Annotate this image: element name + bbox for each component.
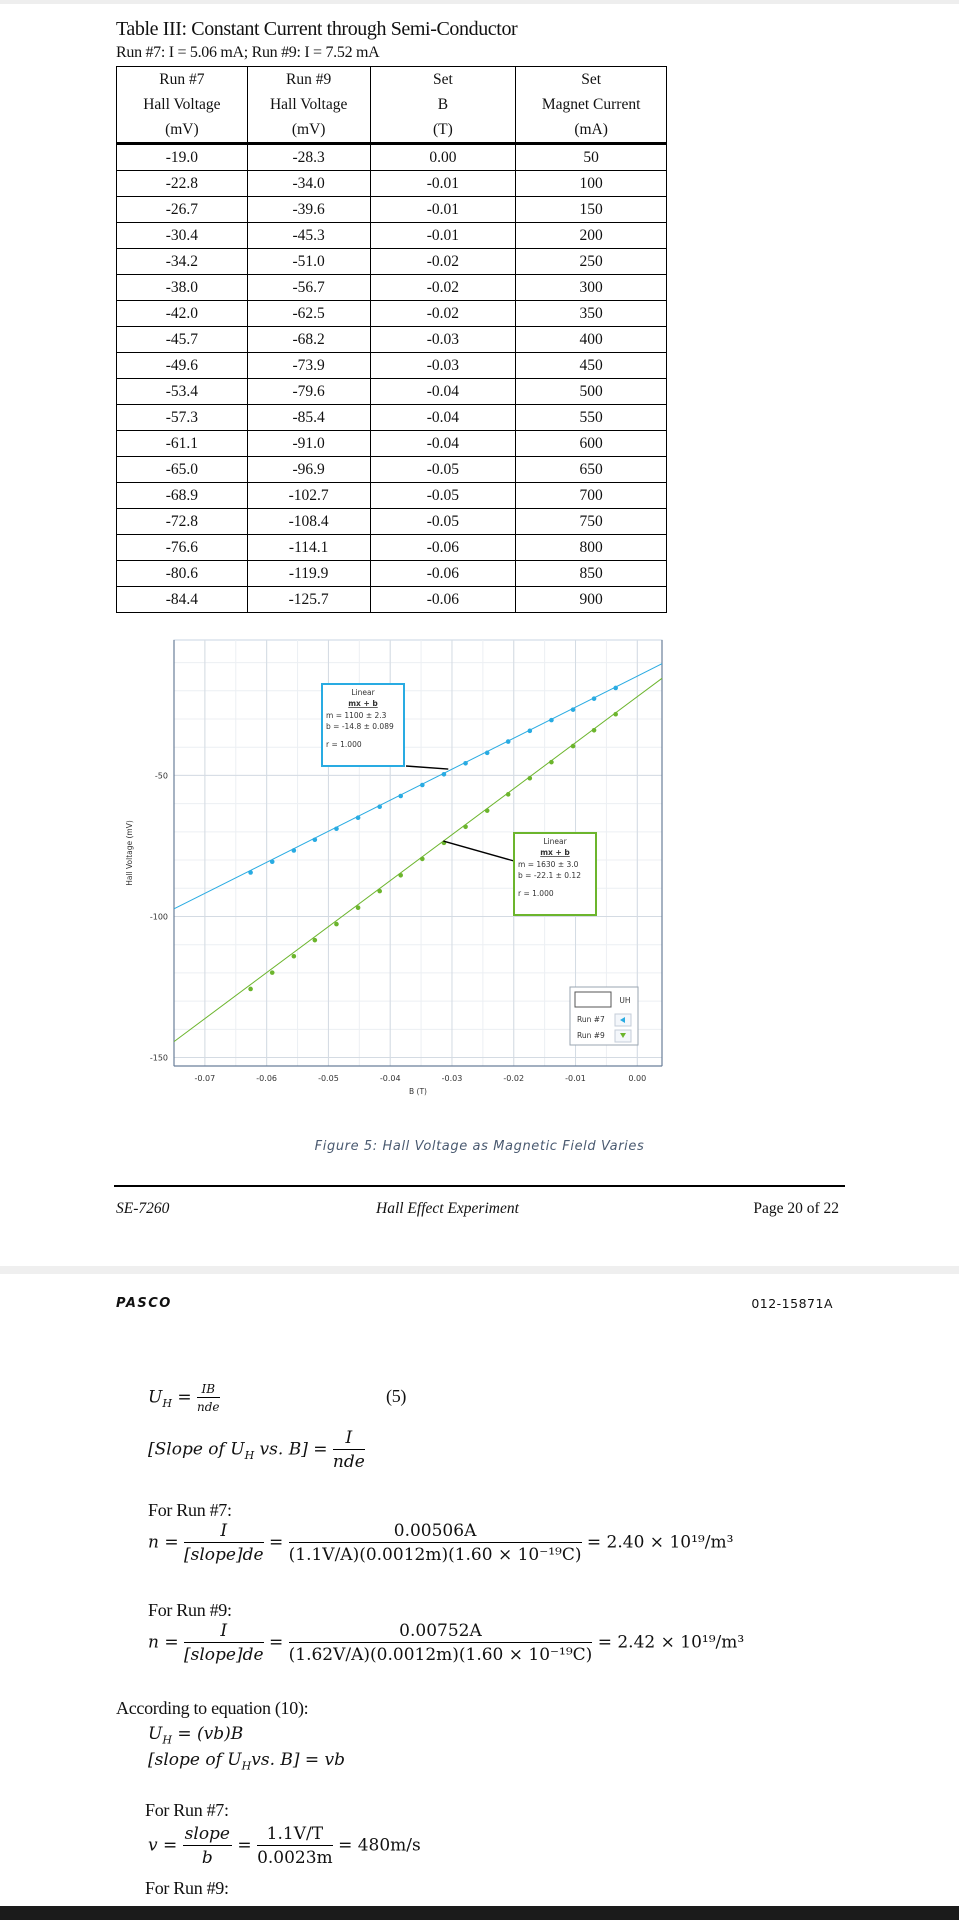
table-cell: 0.00 (370, 144, 516, 171)
fit-slope: m = 1630 ± 3.0 (518, 860, 579, 869)
data-point (334, 922, 339, 927)
table-cell: 100 (516, 171, 667, 197)
data-point (356, 905, 361, 910)
header-cell: Set (370, 67, 516, 93)
table-cell: -0.05 (370, 483, 516, 509)
table-cell: 850 (516, 561, 667, 587)
table-cell: 450 (516, 353, 667, 379)
table-cell: -34.2 (117, 249, 248, 275)
table-cell: 350 (516, 301, 667, 327)
table-cell: -0.06 (370, 535, 516, 561)
table-cell: -28.3 (247, 144, 370, 171)
viewer-bottom-bar (0, 1906, 959, 1920)
fit-label: Linear (543, 837, 567, 846)
data-point (592, 696, 597, 701)
data-point (485, 808, 490, 813)
table-cell: -38.0 (117, 275, 248, 301)
data-point (377, 889, 382, 894)
v-numerator: 1.1V/T (257, 1824, 333, 1846)
v-result: = 480m/s (338, 1835, 421, 1856)
data-point (377, 804, 382, 809)
header-cell: (mV) (117, 117, 248, 144)
table-row (117, 457, 667, 483)
table-row (117, 301, 667, 327)
table-cell: -0.03 (370, 327, 516, 353)
header-cell: Hall Voltage (247, 92, 370, 117)
table-cell: -102.7 (247, 483, 370, 509)
table-cell: -53.4 (117, 379, 248, 405)
table-cell: -96.9 (247, 457, 370, 483)
data-point (420, 783, 425, 788)
table-cell: -76.6 (117, 535, 248, 561)
y-axis-title: Hall Voltage (mV) (125, 820, 134, 886)
data-point (248, 870, 253, 875)
data-point (613, 712, 618, 717)
header-cell: Hall Voltage (117, 92, 248, 117)
pasco-header: PASCO (116, 1296, 172, 1311)
table-cell: -0.04 (370, 379, 516, 405)
data-point (313, 938, 318, 943)
data-point (420, 857, 425, 862)
table-cell: -91.0 (247, 431, 370, 457)
equation-uh-ib-nde: $U_H$ = $\frac{IB}{\text{nde}}$ (148, 1382, 220, 1414)
table-cell: -84.4 (117, 587, 248, 613)
table-cell: -56.7 (247, 275, 370, 301)
table-cell: 50 (516, 144, 667, 171)
table-cell: 550 (516, 405, 667, 431)
table-cell: -0.05 (370, 509, 516, 535)
table-cell: -73.9 (247, 353, 370, 379)
table-cell: 200 (516, 223, 667, 249)
table-cell: 400 (516, 327, 667, 353)
table-cell: -39.6 (247, 197, 370, 223)
table-row (117, 353, 667, 379)
data-point (485, 751, 490, 756)
table-cell: -49.6 (117, 353, 248, 379)
for-run7-label: For Run #7: (148, 1500, 232, 1520)
data-table (116, 66, 667, 613)
table-cell: 700 (516, 483, 667, 509)
table-row (117, 197, 667, 223)
table-cell: -0.04 (370, 405, 516, 431)
fit-intercept: b = -22.1 ± 0.12 (518, 871, 581, 880)
run7-current: 0.00506A (289, 1521, 582, 1543)
table-cell: -22.8 (117, 171, 248, 197)
table-row (117, 509, 667, 535)
table-cell: -30.4 (117, 223, 248, 249)
equation-v-run7: v = $\frac{\text{slope}}{b}$ = $\frac{1.1V/T}{0.0023m}$ = 480m/s (148, 1824, 421, 1868)
x-tick-label: -0.02 (503, 1074, 525, 1083)
fit-slope: m = 1100 ± 2.3 (326, 711, 387, 720)
legend-header: UH (619, 996, 631, 1005)
table-cell: -0.06 (370, 587, 516, 613)
table-row (117, 561, 667, 587)
data-point (270, 859, 275, 864)
table-row (117, 327, 667, 353)
table-cell: -51.0 (247, 249, 370, 275)
table-row (117, 171, 667, 197)
x-tick-label: 0.00 (628, 1074, 647, 1083)
for-run9-label-2: For Run #9: (145, 1878, 229, 1898)
run7-denominator: (1.1V/A)(0.0012m)(1.60 × 10⁻¹⁹C) (288, 1545, 582, 1565)
header-cell: Set (516, 67, 667, 93)
table-cell: -79.6 (247, 379, 370, 405)
table-cell: -62.5 (247, 301, 370, 327)
table-cell: -45.3 (247, 223, 370, 249)
for-run7-label-2: For Run #7: (145, 1800, 229, 1820)
x-tick-label: -0.05 (318, 1074, 339, 1083)
equation-uh-vb: $U_H = (vb)B$ (148, 1724, 244, 1747)
header-cell: Magnet Current (516, 92, 667, 117)
table-cell: 300 (516, 275, 667, 301)
table-cell: -72.8 (117, 509, 248, 535)
data-point (398, 873, 403, 878)
table-cell: -0.01 (370, 197, 516, 223)
table-cell: 750 (516, 509, 667, 535)
table-cell: -68.9 (117, 483, 248, 509)
data-point (442, 772, 447, 777)
run9-denominator: (1.62V/A)(0.0012m)(1.60 × 10⁻¹⁹C) (288, 1645, 593, 1665)
footer-title: Hall Effect Experiment (376, 1200, 519, 1217)
table-cell: -125.7 (247, 587, 370, 613)
data-point (613, 686, 618, 691)
table-cell: -0.01 (370, 171, 516, 197)
x-tick-label: -0.06 (256, 1074, 278, 1083)
fit-intercept: b = -14.8 ± 0.089 (326, 722, 394, 731)
fit-r: r = 1.000 (326, 740, 362, 749)
equation-slope-definition: [Slope of $U_H$ vs. B] = $\frac{I}{\text{nde}}$ (148, 1428, 365, 1472)
run9-current: 0.00752A (289, 1621, 593, 1643)
data-point (334, 826, 339, 831)
table-cell: -42.0 (117, 301, 248, 327)
fit-formula: mx + b (348, 699, 378, 708)
legend-entry: Run #7 (577, 1015, 605, 1024)
table-cell: -0.06 (370, 561, 516, 587)
table-subtitle: Run #7: I = 5.06 mA; Run #9: I = 7.52 mA (116, 44, 380, 61)
table-cell: -0.04 (370, 431, 516, 457)
table-cell: -0.02 (370, 275, 516, 301)
page-separator (0, 1266, 959, 1274)
x-tick-label: -0.03 (441, 1074, 463, 1083)
equation-number: (5) (386, 1386, 407, 1406)
table-row (117, 249, 667, 275)
table-cell: 150 (516, 197, 667, 223)
table-cell: -26.7 (117, 197, 248, 223)
table-body (117, 144, 667, 613)
equation-slope-vb: [slope of $U_Hvs$. B] = vb (148, 1750, 346, 1773)
table-cell: 800 (516, 535, 667, 561)
hall-voltage-chart (116, 634, 676, 1104)
data-point (313, 837, 318, 842)
header-cell: Run #9 (247, 67, 370, 93)
data-point (571, 744, 576, 749)
table-title: Table III: Constant Current through Semi-Conductor (116, 18, 518, 40)
table-row (117, 405, 667, 431)
table-cell: -80.6 (117, 561, 248, 587)
table-cell: -108.4 (247, 509, 370, 535)
footer-rule (114, 1185, 845, 1187)
header-cell: Run #7 (117, 67, 248, 93)
table-cell: 500 (516, 379, 667, 405)
table-cell: -57.3 (117, 405, 248, 431)
data-point (270, 970, 275, 975)
fit-label: Linear (351, 688, 375, 697)
data-point (292, 954, 297, 959)
table-cell: -0.01 (370, 223, 516, 249)
data-point (248, 987, 253, 992)
document-page-21 (0, 1274, 959, 1920)
header-cell: (mV) (247, 117, 370, 144)
table-cell: -0.02 (370, 301, 516, 327)
header-cell: (T) (370, 117, 516, 144)
table-row (117, 144, 667, 171)
table-row (117, 275, 667, 301)
table-row (117, 431, 667, 457)
table-cell: -61.1 (117, 431, 248, 457)
legend-entry: Run #9 (577, 1031, 605, 1040)
data-point (463, 761, 468, 766)
document-number: 012-15871A (751, 1296, 833, 1311)
fit-r: r = 1.000 (518, 889, 554, 898)
table-cell: -45.7 (117, 327, 248, 353)
data-point (528, 729, 533, 734)
table-cell: 250 (516, 249, 667, 275)
y-tick-label: -50 (154, 771, 168, 781)
table-row (117, 483, 667, 509)
figure-caption: Figure 5: Hall Voltage as Magnetic Field Varies (314, 1139, 645, 1154)
data-point (506, 739, 511, 744)
run7-result: = 2.40 × 10¹⁹/m³ (586, 1532, 734, 1553)
according-label: According to equation (10): (116, 1698, 309, 1718)
data-point (528, 776, 533, 781)
legend-input-box (575, 992, 611, 1007)
header-cell: (mA) (516, 117, 667, 144)
y-tick-label: -150 (149, 1053, 168, 1063)
table-cell: -65.0 (117, 457, 248, 483)
table-cell: -68.2 (247, 327, 370, 353)
table-cell: -85.4 (247, 405, 370, 431)
table-cell: -19.0 (117, 144, 248, 171)
table-cell: -119.9 (247, 561, 370, 587)
data-point (506, 792, 511, 797)
table-cell: 900 (516, 587, 667, 613)
run9-result: = 2.42 × 10¹⁹/m³ (597, 1632, 745, 1653)
equation-n-run7: n = $\frac{I}{\text{[slope]de}}$ = $\frac{0.00506A}{\text{(1.1V/A)(0.0012m)(1.60 × 10⁻¹⁹C)}}$ = 2.40 × 10¹⁹/m³ (148, 1521, 734, 1565)
table-row (117, 587, 667, 613)
data-point (549, 718, 554, 723)
x-tick-label: -0.04 (379, 1074, 401, 1083)
data-point (398, 794, 403, 799)
fit-formula: mx + b (540, 848, 570, 857)
table-cell: 650 (516, 457, 667, 483)
data-point (571, 707, 576, 712)
data-point (592, 728, 597, 733)
x-tick-label: -0.01 (565, 1074, 586, 1083)
equation-n-run9: n = $\frac{I}{\text{[slope]de}}$ = $\frac{0.00752A}{\text{(1.62V/A)(0.0012m)(1.60 × 10⁻¹⁹C)}}$ = 2.42 × 10¹⁹/m³ (148, 1621, 745, 1665)
for-run9-label: For Run #9: (148, 1600, 232, 1620)
data-point (356, 815, 361, 820)
table-row (117, 379, 667, 405)
table-cell: -114.1 (247, 535, 370, 561)
table-row (117, 535, 667, 561)
header-cell: B (370, 92, 516, 117)
table-row (117, 223, 667, 249)
footer-doc-code: SE-7260 (116, 1200, 170, 1217)
table-cell: -34.0 (247, 171, 370, 197)
footer-page-number: Page 20 of 22 (753, 1200, 839, 1217)
table-cell: -0.03 (370, 353, 516, 379)
x-tick-label: -0.07 (194, 1074, 216, 1083)
data-point (292, 848, 297, 853)
data-point (549, 760, 554, 765)
table-cell: -0.05 (370, 457, 516, 483)
x-axis-title: B (T) (409, 1087, 427, 1096)
table-cell: 600 (516, 431, 667, 457)
table-cell: -0.02 (370, 249, 516, 275)
data-point (463, 824, 468, 829)
v-denominator: 0.0023m (257, 1848, 333, 1868)
y-tick-label: -100 (149, 912, 168, 922)
